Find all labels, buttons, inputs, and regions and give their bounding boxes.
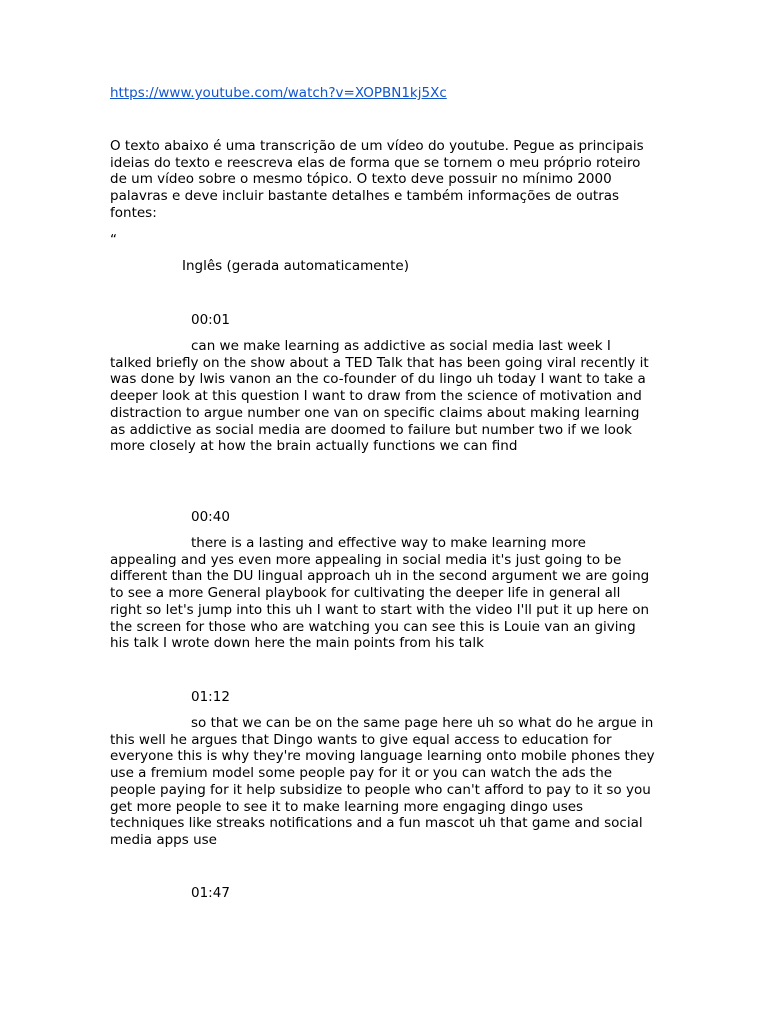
transcript-segment: so that we can be on the same page here uh so what do he argue in this well he argues that Dingo wants to give equal access to education for everyone this is why they're moving language learning onto mobile phones they use a fremium model some people pay for it or you can watch the ads the people paying for it help subsidize to people who can't afford to pay to it so you get more people to see it to make learning more engaging dingo uses techniques like streaks notifications and a fun mascot uh that game and social media apps use: [110, 715, 655, 848]
timestamp: 01:47: [191, 885, 230, 901]
transcript-segment: there is a lasting and effective way to make learning more appealing and yes even more appealing in social media it's just going to be different than the DU lingual approach uh in the second argument we are going to see a more General playbook for cultivating the deeper life in general all right so let's jump into this uh I want to start with the video I'll put it up here on the screen for those who are watching you can see this is Louie van an giving his talk I wrote down here the main points from his talk: [110, 535, 650, 652]
transcript-language-label: Inglês (gerada automaticamente): [182, 258, 410, 274]
timestamp: 00:40: [191, 509, 230, 525]
open-quote-mark: “: [110, 232, 117, 248]
transcript-segment: can we make learning as addictive as social media last week I talked briefly on the show about a TED Talk that has been going viral recently it was done by lwis vanon an the co-founder of du lingo uh today I want to take a deeper look at this question I want to draw from the science of motivation and distraction to argue number one van on specific claims about making learning as addictive as social media are doomed to failure but number two if we look more closely at how the brain actually functions we can find: [110, 338, 649, 455]
intro-paragraph: O texto abaixo é uma transcrição de um vídeo do youtube. Pegue as principais ideias do texto e reescreva elas de forma que se tornem o meu próprio roteiro de um vídeo sobre o mesmo tópico. O texto deve possuir no mínimo 2000 palavras e deve incluir bastante detalhes e também informações de outras fontes:: [110, 138, 644, 221]
timestamp: 01:12: [191, 689, 230, 705]
youtube-link[interactable]: https://www.youtube.com/watch?v=XOPBN1kj5Xc: [110, 85, 447, 101]
timestamp: 00:01: [191, 312, 230, 328]
